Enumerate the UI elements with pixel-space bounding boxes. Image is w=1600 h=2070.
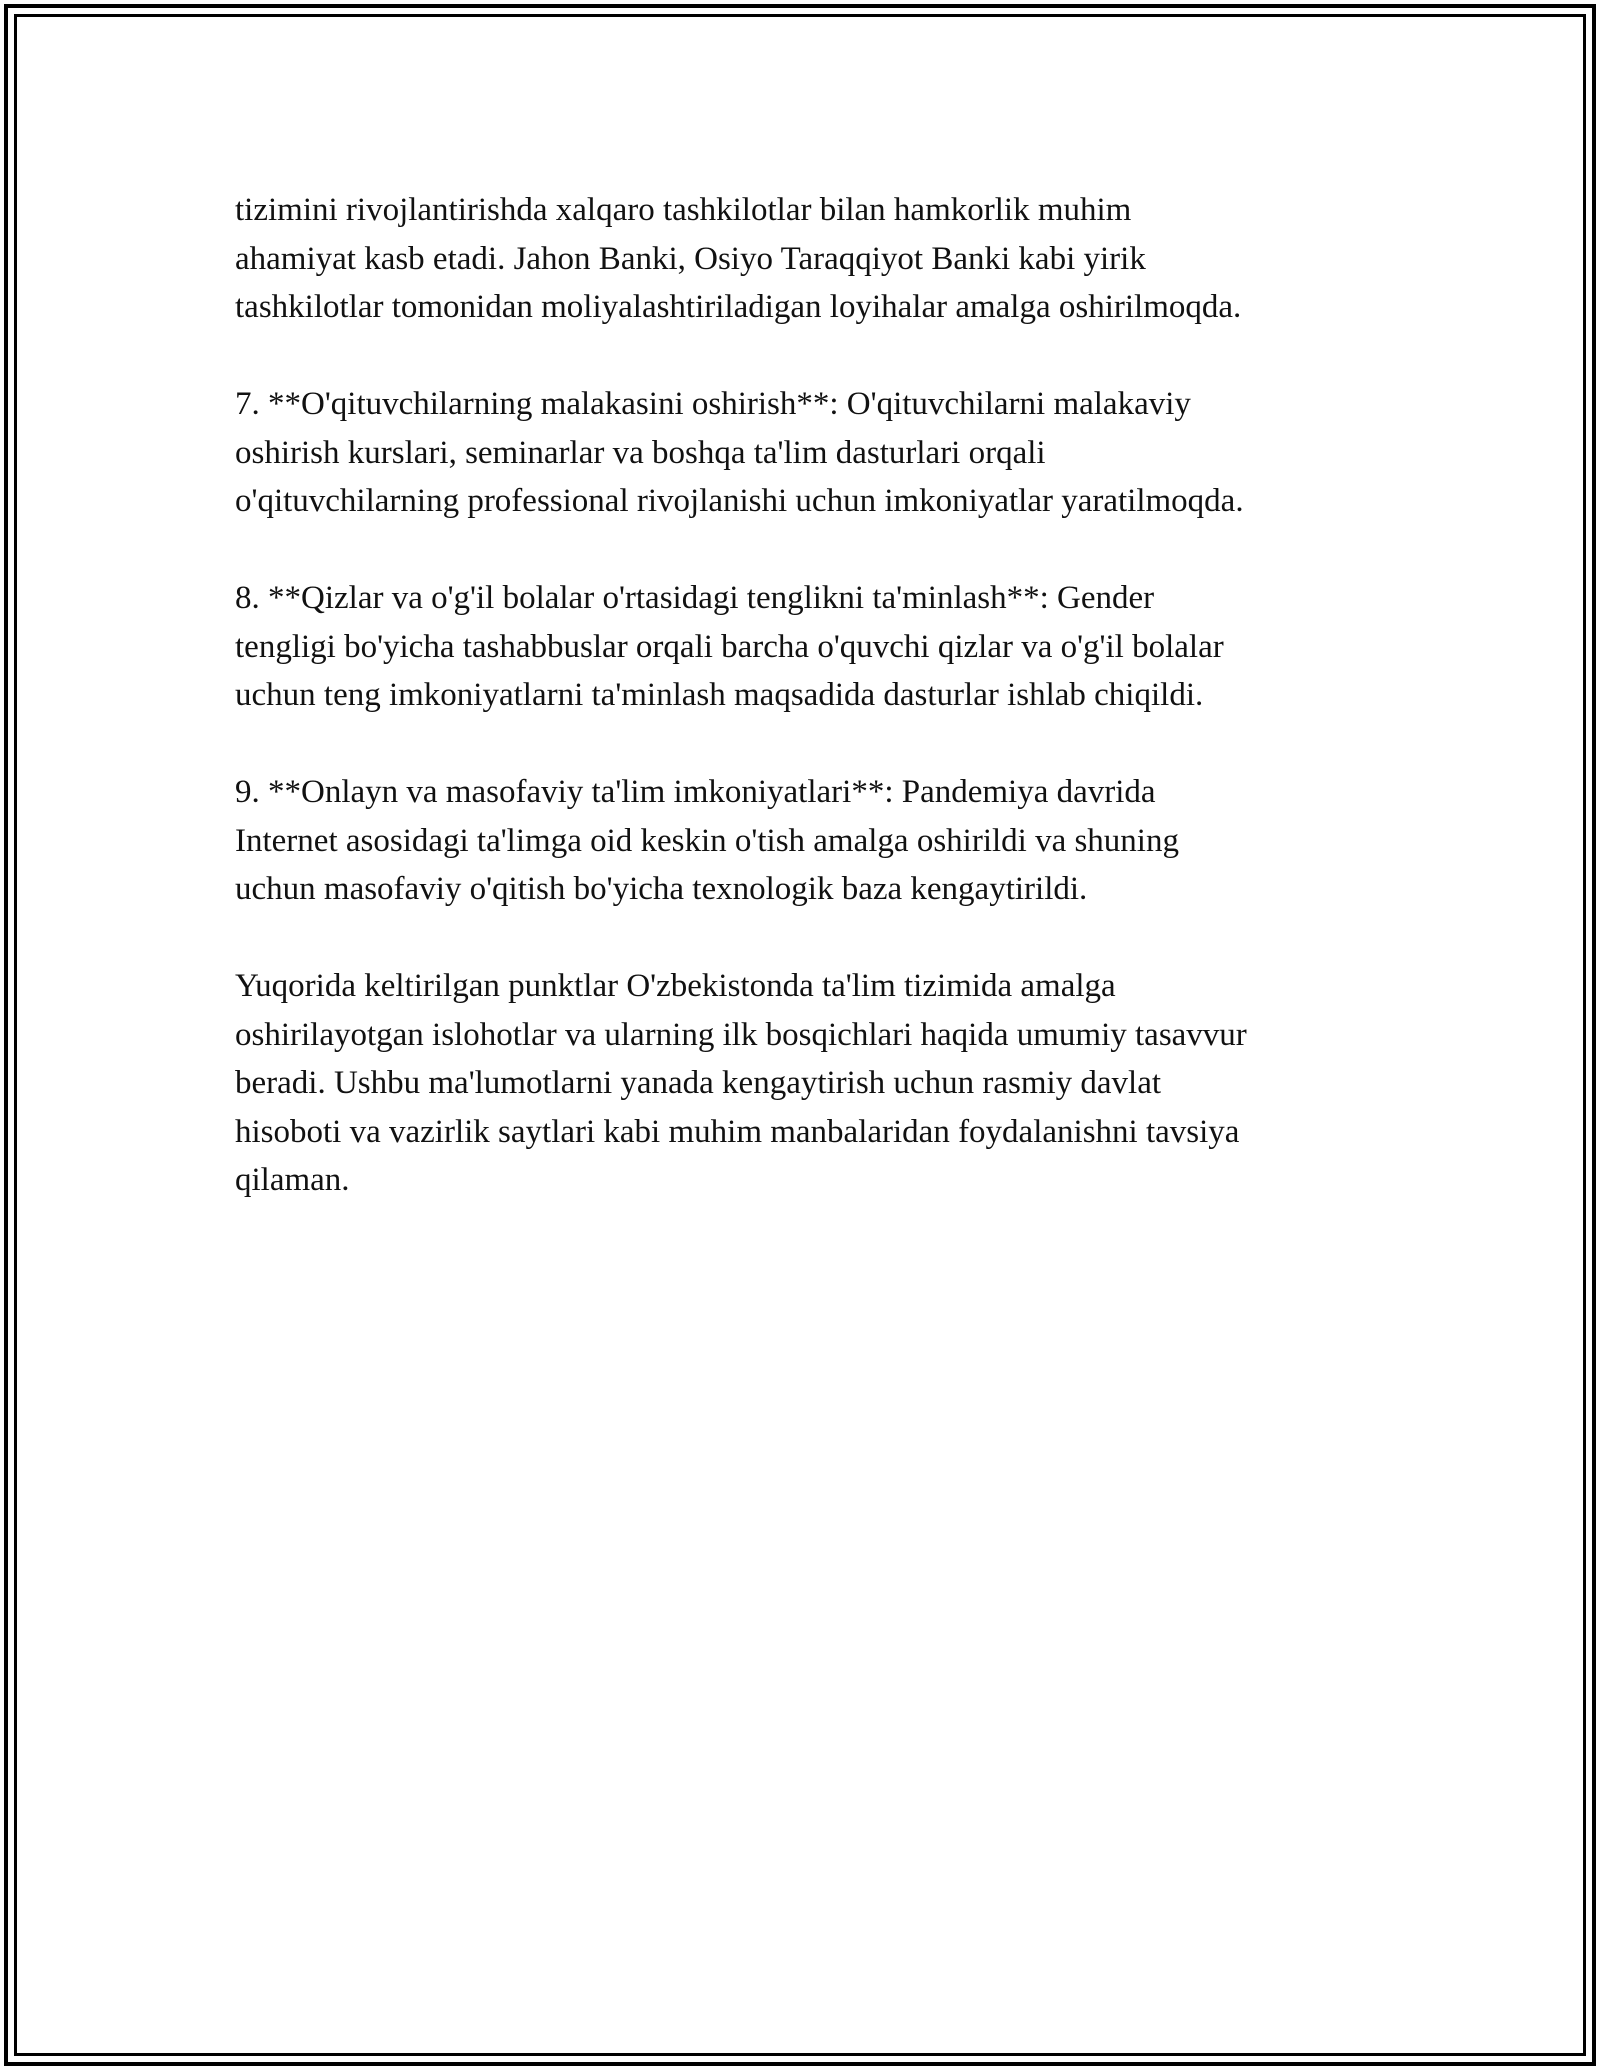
text-line: ahamiyat kasb etadi. Jahon Banki, Osiyo Taraqqiyot Banki kabi yirik xyxy=(235,240,1146,277)
text-line: hisoboti va vazirlik saytlari kabi muhim manbalaridan foydalanishni tavsiya xyxy=(235,1113,1240,1150)
text-line: 7. **O'qituvchilarning malakasini oshirish**: O'qituvchilarni malakaviy xyxy=(235,386,1191,422)
text-line: tashkilotlar tomonidan moliyalashtiriladigan loyihalar amalga oshirilmoqda. xyxy=(235,289,1242,325)
text-line: Internet asosidagi ta'limga oid keskin o'tish amalga oshirildi va shuning xyxy=(235,822,1179,859)
text-line: oshirilayotgan islohotlar va ularning ilk bosqichlari haqida umumiy tasavvur xyxy=(235,1016,1247,1053)
text-line: qilaman. xyxy=(235,1162,350,1198)
text-line: Yuqorida keltirilgan punktlar O'zbekistonda ta'lim tizimida amalga xyxy=(235,968,1116,1004)
paragraph-intro-continuation xyxy=(235,186,1375,332)
text-line: o'qituvchilarning professional rivojlanishi uchun imkoniyatlar yaratilmoqda. xyxy=(235,483,1244,519)
text-line: uchun masofaviy o'qitish bo'yicha texnologik baza kengaytirildi. xyxy=(235,871,1088,907)
text-line: beradi. Ushbu ma'lumotlarni yanada kengaytirish uchun rasmiy davlat xyxy=(235,1065,1162,1101)
paragraph-conclusion xyxy=(235,962,1375,1205)
text-line: uchun teng imkoniyatlarni ta'minlash maqsadida dasturlar ishlab chiqildi. xyxy=(235,677,1204,713)
text-line: tizimini rivojlantirishda xalqaro tashkilotlar bilan hamkorlik muhim xyxy=(235,192,1132,228)
text-line: 8. **Qizlar va o'g'il bolalar o'rtasidagi tenglikni ta'minlash**: Gender xyxy=(235,580,1155,616)
document-body xyxy=(235,186,1375,1205)
text-line: 9. **Onlayn va masofaviy ta'lim imkoniyatlari**: Pandemiya davrida xyxy=(235,774,1156,810)
text-line: tengligi bo'yicha tashabbuslar orqali barcha o'quvchi qizlar va o'g'il bolalar xyxy=(235,628,1224,665)
paragraph-point-7 xyxy=(235,380,1375,526)
paragraph-point-9 xyxy=(235,768,1375,914)
text-line: oshirish kurslari, seminarlar va boshqa ta'lim dasturlari orqali xyxy=(235,434,1046,471)
paragraph-point-8 xyxy=(235,574,1375,720)
